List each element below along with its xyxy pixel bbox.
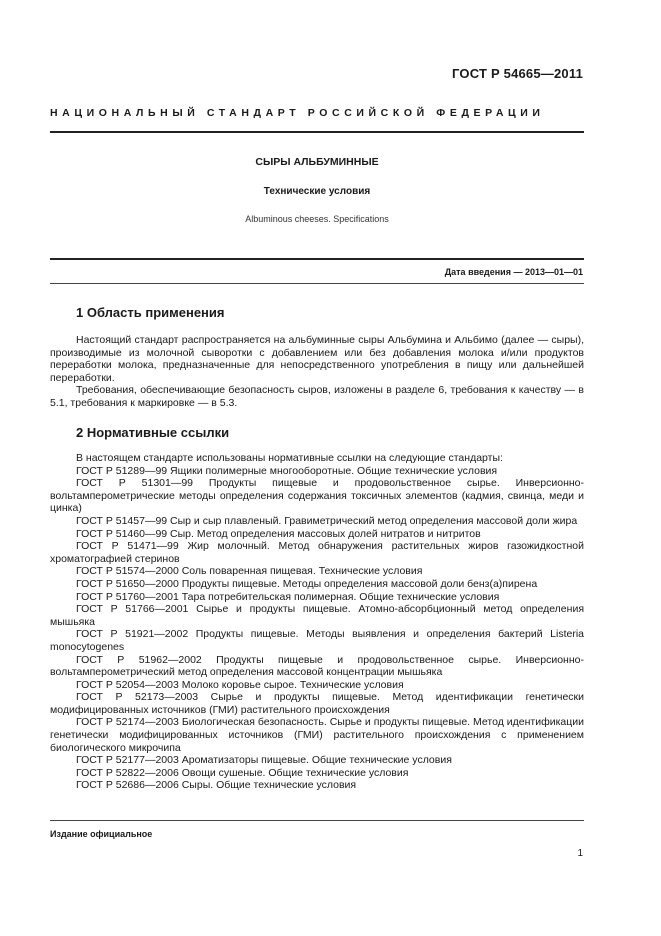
reference-item: ГОСТ Р 51289—99 Ящики полимерные многооборотные. Общие технические условия bbox=[76, 464, 498, 477]
reference-item: ГОСТ Р 51962—2002 Продукты пищевые и продовольственное сырье. Инверсионно-вольтамперометрический метод определения массовой концентрации мышьяка bbox=[50, 653, 584, 679]
reference-item: ГОСТ Р 51574—2000 Соль поваренная пищевая. Технические условия bbox=[76, 565, 423, 578]
standard-english-title: Albuminous cheeses. Specifications bbox=[245, 214, 389, 224]
document-number: ГОСТ Р 54665—2011 bbox=[452, 66, 583, 81]
reference-item: ГОСТ Р 52174—2003 Биологическая безопасность. Сырье и продукты пищевые. Метод идентификации генетически модифицированных источников (ГМИ) растительного происхождения с применением биологического микрочипа bbox=[50, 716, 584, 754]
normative-references bbox=[50, 452, 584, 792]
reference-item: ГОСТ Р 51460—99 Сыр. Метод определения массовых долей нитратов и нитритов bbox=[76, 527, 481, 540]
section-2-heading: 2 Нормативные ссылки bbox=[76, 425, 230, 440]
reference-item: ГОСТ Р 51457—99 Сыр и сыр плавленый. Гравиметрический метод определения массовой доли жира bbox=[76, 514, 578, 527]
official-edition-label: Издание официальное bbox=[50, 829, 153, 839]
standard-title: СЫРЫ АЛЬБУМИННЫЕ bbox=[255, 156, 379, 168]
reference-item: ГОСТ Р 52177—2003 Ароматизаторы пищевые. Общие технические условия bbox=[76, 754, 452, 767]
section-1-heading: 1 Область применения bbox=[76, 305, 225, 320]
reference-item: ГОСТ Р 51921—2002 Продукты пищевые. Методы выявления и определения бактерий Listeria monocytogenes bbox=[50, 628, 584, 653]
reference-item: ГОСТ Р 52054—2003 Молоко коровье сырое. Технические условия bbox=[76, 678, 404, 691]
reference-item: ГОСТ Р 52173—2003 Сырье и продукты пищевые. Метод идентификации генетически модифицированных источников (ГМИ) растительного происхождения bbox=[50, 691, 584, 716]
reference-item: ГОСТ Р 51471—99 Жир молочный. Метод обнаружения растительных жиров газожидкостной хроматографией стеринов bbox=[50, 540, 584, 565]
reference-item: ГОСТ Р 52686—2006 Сыры. Общие технические условия bbox=[76, 779, 357, 792]
national-standard-title: НАЦИОНАЛЬНЫЙ СТАНДАРТ РОССИЙСКОЙ ФЕДЕРАЦИИ bbox=[50, 107, 545, 119]
reference-item: ГОСТ Р 51301—99 Продукты пищевые и продовольственное сырье. Инверсионно-вольтамперометрические методы определения содержания токсичных элементов (кадмия, свинца, меди и цинка) bbox=[50, 477, 584, 515]
page-number: 1 bbox=[577, 848, 583, 859]
references-intro: В настоящем стандарте использованы нормативные ссылки на следующие стандарты: bbox=[76, 452, 503, 464]
section-1-paragraph: Настоящий стандарт распространяется на альбуминные сыры Альбумина и Альбимо (далее — сыры), производимые из молочной сыворотки с добавлением или без добавления молока и/или продуктов переработки молока, предназначенные для непосредственного употребления в пищу или дальнейшей переработки. bbox=[50, 334, 584, 384]
introduction-date: Дата введения — 2013—01—01 bbox=[444, 267, 583, 277]
section-1-body bbox=[50, 334, 584, 410]
reference-item: ГОСТ Р 52822—2006 Овощи сушеные. Общие технические условия bbox=[76, 766, 409, 779]
reference-item: ГОСТ Р 51766—2001 Сырье и продукты пищевые. Атомно-абсорбционный метод определения мышьяка bbox=[50, 603, 584, 628]
footer-rule bbox=[50, 820, 584, 821]
reference-item: ГОСТ Р 51650—2000 Продукты пищевые. Методы определения массовой доли бенз(а)пирена bbox=[76, 577, 538, 590]
title-rule bbox=[50, 258, 584, 260]
standard-subtitle: Технические условия bbox=[263, 186, 371, 197]
header-rule bbox=[50, 131, 584, 133]
date-rule bbox=[50, 283, 584, 284]
section-1-paragraph: Требования, обеспечивающие безопасность сыров, изложены в разделе 6, требования к качеству — в 5.1, требования к маркировке — в 5.3. bbox=[50, 384, 584, 409]
reference-item: ГОСТ Р 51760—2001 Тара потребительская полимерная. Общие технические условия bbox=[76, 590, 500, 603]
